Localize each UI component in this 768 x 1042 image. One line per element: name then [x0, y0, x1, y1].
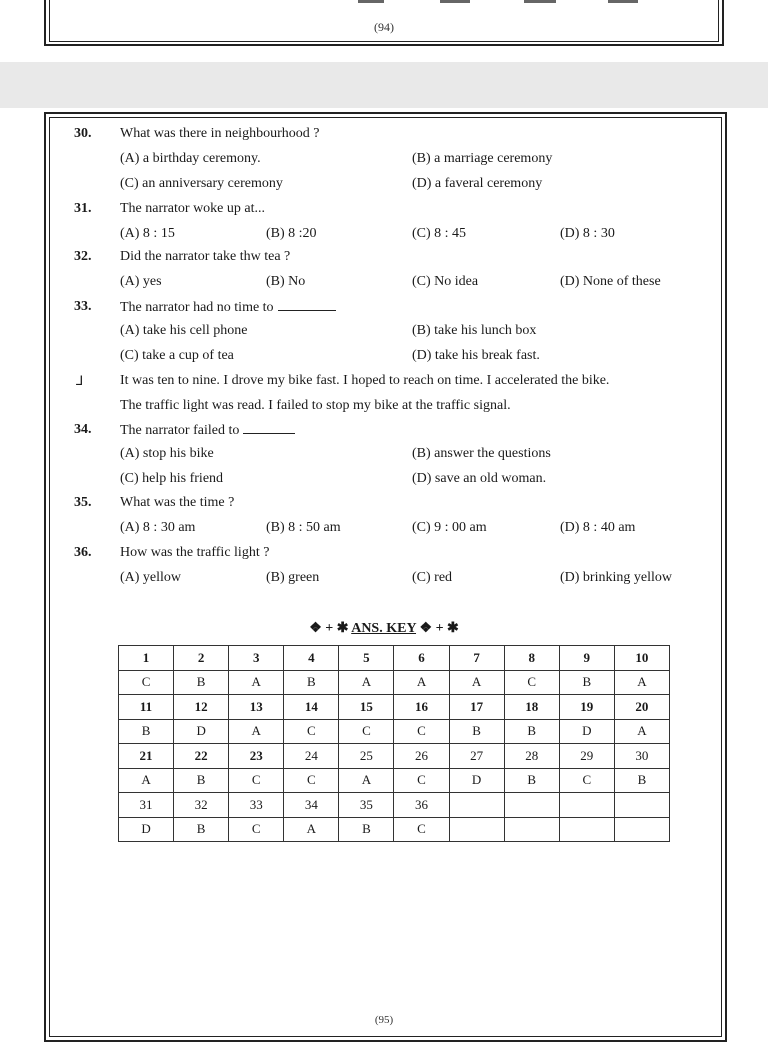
table-cell: C — [229, 768, 284, 793]
table-cell: C — [504, 670, 559, 695]
table-cell: 6 — [394, 646, 449, 671]
option-c: (C) 8 : 45 — [412, 226, 467, 241]
table-row — [119, 768, 670, 793]
option-a: (A) take his cell phone — [120, 323, 248, 338]
table-cell: B — [504, 768, 559, 793]
option-d: (D) a faveral ceremony — [412, 176, 543, 191]
table-cell: 17 — [449, 695, 504, 720]
table-cell: 8 — [504, 646, 559, 671]
question-text: The narrator failed to — [120, 423, 240, 438]
table-cell — [559, 793, 614, 818]
table-row — [119, 719, 670, 744]
table-cell: 19 — [559, 695, 614, 720]
table-cell: 22 — [174, 744, 229, 769]
table-cell: C — [284, 719, 339, 744]
question-number: 33. — [74, 299, 92, 314]
table-cell: 1 — [119, 646, 174, 671]
table-cell — [614, 793, 669, 818]
answer-blank — [278, 298, 336, 311]
table-cell: B — [174, 817, 229, 842]
table-cell: B — [614, 768, 669, 793]
option-d: (D) save an old woman. — [412, 471, 547, 486]
table-cell: C — [119, 670, 174, 695]
table-cell: 28 — [504, 744, 559, 769]
option-c: (C) red — [412, 570, 453, 585]
question-number: 36. — [74, 545, 92, 560]
passage-marker-icon: ⅃ — [76, 373, 84, 388]
table-cell: 36 — [394, 793, 449, 818]
table-cell: C — [284, 768, 339, 793]
option-c: (C) an anniversary ceremony — [120, 176, 283, 191]
table-cell: A — [119, 768, 174, 793]
table-cell: A — [394, 670, 449, 695]
top-mark — [608, 0, 638, 3]
table-row — [119, 744, 670, 769]
table-cell: 30 — [614, 744, 669, 769]
answer-key-heading: ANS. KEY — [351, 621, 417, 636]
table-cell: 3 — [229, 646, 284, 671]
option-a: (A) 8 : 15 — [120, 226, 175, 241]
question-text-with-blank — [120, 421, 295, 440]
question-text: The narrator had no time to — [120, 300, 274, 315]
table-cell: C — [229, 817, 284, 842]
question-text: How was the traffic light ? — [120, 545, 270, 560]
option-b: (B) a marriage ceremony — [412, 151, 553, 166]
option-d: (D) take his break fast. — [412, 348, 540, 363]
table-row — [119, 695, 670, 720]
table-cell — [449, 817, 504, 842]
table-row — [119, 817, 670, 842]
table-cell: 15 — [339, 695, 394, 720]
table-cell: B — [504, 719, 559, 744]
page-gap — [0, 62, 768, 108]
previous-page-number: (94) — [374, 20, 394, 34]
top-mark — [358, 0, 384, 3]
question-text-with-blank — [120, 298, 336, 317]
table-cell: 31 — [119, 793, 174, 818]
option-c: (C) 9 : 00 am — [412, 520, 487, 535]
passage-line: It was ten to nine. I drove my bike fast. I hoped to reach on time. I accelerated the bike. — [120, 373, 610, 388]
previous-page-bottom — [0, 0, 768, 62]
table-cell: D — [449, 768, 504, 793]
option-b: (B) take his lunch box — [412, 323, 537, 338]
question-text: The narrator woke up at... — [120, 201, 265, 216]
table-cell: 34 — [284, 793, 339, 818]
table-cell: 11 — [119, 695, 174, 720]
table-cell: 21 — [119, 744, 174, 769]
passage-line: The traffic light was read. I failed to stop my bike at the traffic signal. — [120, 398, 511, 413]
table-cell: B — [174, 768, 229, 793]
table-cell: 35 — [339, 793, 394, 818]
table-cell: 9 — [559, 646, 614, 671]
question-number: 34. — [74, 422, 92, 437]
option-a: (A) stop his bike — [120, 446, 214, 461]
table-cell: 33 — [229, 793, 284, 818]
question-text: What was the time ? — [120, 495, 235, 510]
table-cell — [559, 817, 614, 842]
table-cell — [614, 817, 669, 842]
table-cell: 18 — [504, 695, 559, 720]
table-cell: 24 — [284, 744, 339, 769]
table-row — [119, 646, 670, 671]
option-a: (A) yes — [120, 274, 162, 289]
table-cell: 27 — [449, 744, 504, 769]
table-cell: B — [559, 670, 614, 695]
top-mark — [524, 0, 556, 3]
option-a: (A) yellow — [120, 570, 182, 585]
option-a: (A) a birthday ceremony. — [120, 151, 261, 166]
option-b: (B) 8 : 50 am — [266, 520, 341, 535]
table-cell: B — [174, 670, 229, 695]
table-cell: A — [229, 670, 284, 695]
table-cell: 14 — [284, 695, 339, 720]
table-cell: C — [394, 817, 449, 842]
table-cell: 7 — [449, 646, 504, 671]
table-cell: A — [614, 670, 669, 695]
table-cell: 4 — [284, 646, 339, 671]
table-cell: B — [284, 670, 339, 695]
option-b: (B) No — [266, 274, 306, 289]
answer-key-table — [118, 645, 670, 842]
option-b: (B) 8 :20 — [266, 226, 317, 241]
table-row — [119, 670, 670, 695]
question-number: 30. — [74, 126, 92, 141]
top-mark — [440, 0, 470, 3]
table-cell: 29 — [559, 744, 614, 769]
option-c: (C) help his friend — [120, 471, 224, 486]
table-cell: 5 — [339, 646, 394, 671]
decorative-star-icon: ❖ + ✱ — [309, 621, 352, 636]
option-c: (C) No idea — [412, 274, 479, 289]
table-cell — [504, 793, 559, 818]
question-number: 32. — [74, 249, 92, 264]
answer-key-title — [0, 620, 768, 637]
question-text: What was there in neighbourhood ? — [120, 126, 320, 141]
table-cell: 20 — [614, 695, 669, 720]
table-cell: 10 — [614, 646, 669, 671]
table-cell — [449, 793, 504, 818]
table-cell: B — [339, 817, 394, 842]
table-cell: 13 — [229, 695, 284, 720]
table-cell: A — [614, 719, 669, 744]
table-cell: A — [229, 719, 284, 744]
table-cell: A — [284, 817, 339, 842]
table-cell: 26 — [394, 744, 449, 769]
table-cell: 2 — [174, 646, 229, 671]
option-b: (B) green — [266, 570, 320, 585]
table-cell: C — [559, 768, 614, 793]
option-d: (D) 8 : 40 am — [560, 520, 636, 535]
table-cell: D — [119, 817, 174, 842]
table-cell: A — [449, 670, 504, 695]
answer-blank — [243, 421, 295, 434]
table-cell — [504, 817, 559, 842]
option-a: (A) 8 : 30 am — [120, 520, 196, 535]
option-d: (D) brinking yellow — [560, 570, 672, 585]
table-cell: 23 — [229, 744, 284, 769]
question-text: Did the narrator take thw tea ? — [120, 249, 291, 264]
table-row — [119, 793, 670, 818]
table-cell: B — [449, 719, 504, 744]
question-number: 31. — [74, 201, 92, 216]
question-number: 35. — [74, 495, 92, 510]
table-cell: 25 — [339, 744, 394, 769]
table-cell: A — [339, 670, 394, 695]
table-cell: A — [339, 768, 394, 793]
decorative-star-icon: ❖ + ✱ — [416, 621, 459, 636]
table-cell: D — [174, 719, 229, 744]
table-cell: C — [394, 768, 449, 793]
option-c: (C) take a cup of tea — [120, 348, 234, 363]
option-b: (B) answer the questions — [412, 446, 551, 461]
table-cell: 32 — [174, 793, 229, 818]
option-d: (D) None of these — [560, 274, 661, 289]
table-cell: B — [119, 719, 174, 744]
table-cell: C — [339, 719, 394, 744]
page-number: (95) — [374, 1014, 394, 1026]
option-d: (D) 8 : 30 — [560, 226, 615, 241]
table-cell: D — [559, 719, 614, 744]
table-cell: 16 — [394, 695, 449, 720]
table-cell: C — [394, 719, 449, 744]
table-cell: 12 — [174, 695, 229, 720]
